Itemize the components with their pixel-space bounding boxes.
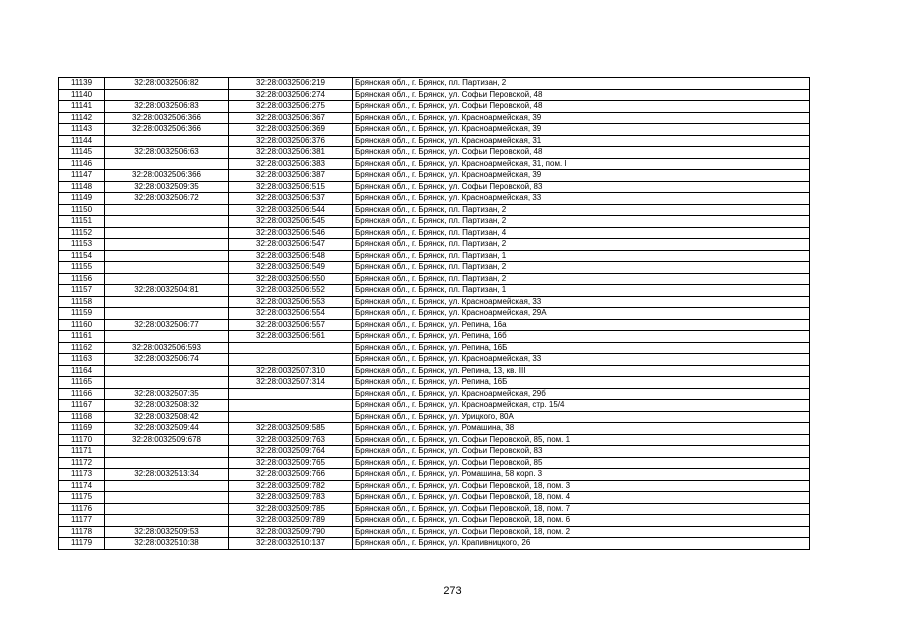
object-number-cell: 32:28:0032507:310 [229, 365, 353, 377]
address-cell: Брянская обл., г. Брянск, ул. Репина, 16Б [353, 342, 810, 354]
address-cell: Брянская обл., г. Брянск, пл. Партизан, 2 [353, 273, 810, 285]
row-number-cell: 11156 [59, 273, 105, 285]
address-cell: Брянская обл., г. Брянск, ул. Красноармейская, 33 [353, 296, 810, 308]
address-cell: Брянская обл., г. Брянск, ул. Ромашина, 38 [353, 423, 810, 435]
cadastral-number-cell [105, 135, 229, 147]
object-number-cell: 32:28:0032506:552 [229, 285, 353, 297]
address-cell: Брянская обл., г. Брянск, пл. Партизан, 1 [353, 285, 810, 297]
table-row [59, 193, 810, 205]
row-number-cell: 11157 [59, 285, 105, 297]
row-number-cell: 11166 [59, 388, 105, 400]
table-row [59, 147, 810, 159]
row-number-cell: 11155 [59, 262, 105, 274]
table-row [59, 446, 810, 458]
object-number-cell: 32:28:0032506:275 [229, 101, 353, 113]
address-cell: Брянская обл., г. Брянск, пл. Партизан, 2 [353, 239, 810, 251]
object-number-cell: 32:28:0032506:548 [229, 250, 353, 262]
table-row [59, 216, 810, 228]
object-number-cell: 32:28:0032509:765 [229, 457, 353, 469]
object-number-cell: 32:28:0032506:369 [229, 124, 353, 136]
cadastral-number-cell: 32:28:0032510:38 [105, 538, 229, 550]
cadastral-number-cell: 32:28:0032513:34 [105, 469, 229, 481]
cadastral-number-cell [105, 377, 229, 389]
table-row [59, 354, 810, 366]
row-number-cell: 11178 [59, 526, 105, 538]
cadastral-number-cell: 32:28:0032506:366 [105, 170, 229, 182]
object-number-cell: 32:28:0032506:387 [229, 170, 353, 182]
cadastral-number-cell [105, 331, 229, 343]
table-row [59, 342, 810, 354]
address-cell: Брянская обл., г. Брянск, ул. Урицкого, 80А [353, 411, 810, 423]
table-row [59, 388, 810, 400]
table-row [59, 204, 810, 216]
cadastral-number-cell [105, 446, 229, 458]
cadastral-number-cell: 32:28:0032508:42 [105, 411, 229, 423]
table-row [59, 411, 810, 423]
address-cell: Брянская обл., г. Брянск, пл. Партизан, 2 [353, 204, 810, 216]
cadastral-number-cell: 32:28:0032507:35 [105, 388, 229, 400]
address-cell: Брянская обл., г. Брянск, ул. Крапивницкого, 26 [353, 538, 810, 550]
cadastral-number-cell: 32:28:0032509:44 [105, 423, 229, 435]
cadastral-number-cell [105, 273, 229, 285]
cadastral-number-cell: 32:28:0032506:63 [105, 147, 229, 159]
table-row [59, 250, 810, 262]
cadastral-number-cell: 32:28:0032509:35 [105, 181, 229, 193]
address-cell: Брянская обл., г. Брянск, пл. Партизан, 4 [353, 227, 810, 239]
cadastral-number-cell: 32:28:0032506:593 [105, 342, 229, 354]
object-number-cell: 32:28:0032509:790 [229, 526, 353, 538]
table-row [59, 135, 810, 147]
cadastral-number-cell: 32:28:0032506:83 [105, 101, 229, 113]
object-number-cell: 32:28:0032506:561 [229, 331, 353, 343]
table-row [59, 158, 810, 170]
cadastral-number-cell [105, 204, 229, 216]
cadastral-number-cell [105, 89, 229, 101]
row-number-cell: 11148 [59, 181, 105, 193]
object-number-cell: 32:28:0032509:763 [229, 434, 353, 446]
cadastral-number-cell: 32:28:0032509:678 [105, 434, 229, 446]
row-number-cell: 11141 [59, 101, 105, 113]
table-row [59, 400, 810, 412]
table-row [59, 262, 810, 274]
row-number-cell: 11165 [59, 377, 105, 389]
cadastral-number-cell [105, 158, 229, 170]
table-row [59, 515, 810, 527]
row-number-cell: 11175 [59, 492, 105, 504]
table-row [59, 181, 810, 193]
row-number-cell: 11151 [59, 216, 105, 228]
address-cell: Брянская обл., г. Брянск, ул. Софьи Перовской, 18, пом. 2 [353, 526, 810, 538]
table-row [59, 331, 810, 343]
address-cell: Брянская обл., г. Брянск, ул. Красноармейская, 31 [353, 135, 810, 147]
address-cell: Брянская обл., г. Брянск, ул. Софьи Перовской, 48 [353, 101, 810, 113]
address-cell: Брянская обл., г. Брянск, пл. Партизан, 2 [353, 78, 810, 90]
cadastral-number-cell [105, 250, 229, 262]
object-number-cell [229, 400, 353, 412]
row-number-cell: 11170 [59, 434, 105, 446]
object-number-cell [229, 354, 353, 366]
row-number-cell: 11145 [59, 147, 105, 159]
row-number-cell: 11176 [59, 503, 105, 515]
object-number-cell: 32:28:0032506:537 [229, 193, 353, 205]
row-number-cell: 11140 [59, 89, 105, 101]
table-row [59, 526, 810, 538]
row-number-cell: 11168 [59, 411, 105, 423]
row-number-cell: 11158 [59, 296, 105, 308]
table-row [59, 101, 810, 113]
registry-table [58, 77, 810, 550]
object-number-cell: 32:28:0032506:367 [229, 112, 353, 124]
address-cell: Брянская обл., г. Брянск, ул. Красноармейская, 33 [353, 354, 810, 366]
cadastral-number-cell: 32:28:0032506:366 [105, 124, 229, 136]
table-row [59, 538, 810, 550]
address-cell: Брянская обл., г. Брянск, ул. Репина, 13, кв. III [353, 365, 810, 377]
object-number-cell: 32:28:0032506:274 [229, 89, 353, 101]
object-number-cell: 32:28:0032506:549 [229, 262, 353, 274]
cadastral-number-cell [105, 492, 229, 504]
table-row [59, 480, 810, 492]
row-number-cell: 11167 [59, 400, 105, 412]
row-number-cell: 11179 [59, 538, 105, 550]
address-cell: Брянская обл., г. Брянск, пл. Партизан, 2 [353, 216, 810, 228]
address-cell: Брянская обл., г. Брянск, ул. Софьи Перовской, 48 [353, 89, 810, 101]
address-cell: Брянская обл., г. Брянск, ул. Ромашина, 58 корп. 3 [353, 469, 810, 481]
row-number-cell: 11177 [59, 515, 105, 527]
address-cell: Брянская обл., г. Брянск, ул. Софьи Перовской, 48 [353, 147, 810, 159]
row-number-cell: 11164 [59, 365, 105, 377]
object-number-cell: 32:28:0032509:764 [229, 446, 353, 458]
object-number-cell: 32:28:0032509:782 [229, 480, 353, 492]
table-row [59, 285, 810, 297]
row-number-cell: 11139 [59, 78, 105, 90]
table-row [59, 78, 810, 90]
object-number-cell: 32:28:0032506:550 [229, 273, 353, 285]
cadastral-number-cell [105, 216, 229, 228]
row-number-cell: 11163 [59, 354, 105, 366]
row-number-cell: 11152 [59, 227, 105, 239]
address-cell: Брянская обл., г. Брянск, ул. Репина, 16б [353, 331, 810, 343]
object-number-cell: 32:28:0032509:789 [229, 515, 353, 527]
table-row [59, 423, 810, 435]
address-cell: Брянская обл., г. Брянск, ул. Красноармейская, 39 [353, 170, 810, 182]
row-number-cell: 11171 [59, 446, 105, 458]
address-cell: Брянская обл., г. Брянск, ул. Софьи Перовской, 83 [353, 181, 810, 193]
address-cell: Брянская обл., г. Брянск, ул. Софьи Перовской, 18, пом. 3 [353, 480, 810, 492]
cadastral-number-cell [105, 515, 229, 527]
address-cell: Брянская обл., г. Брянск, ул. Софьи Перовской, 18, пом. 4 [353, 492, 810, 504]
table-row [59, 492, 810, 504]
row-number-cell: 11169 [59, 423, 105, 435]
table-row [59, 469, 810, 481]
cadastral-number-cell [105, 227, 229, 239]
address-cell: Брянская обл., г. Брянск, ул. Софьи Перовской, 18, пом. 7 [353, 503, 810, 515]
object-number-cell: 32:28:0032506:545 [229, 216, 353, 228]
address-cell: Брянская обл., г. Брянск, ул. Репина, 16Б [353, 377, 810, 389]
table-row [59, 296, 810, 308]
object-number-cell: 32:28:0032507:314 [229, 377, 353, 389]
row-number-cell: 11154 [59, 250, 105, 262]
cadastral-number-cell: 32:28:0032506:82 [105, 78, 229, 90]
object-number-cell: 32:28:0032506:557 [229, 319, 353, 331]
cadastral-number-cell: 32:28:0032506:72 [105, 193, 229, 205]
row-number-cell: 11172 [59, 457, 105, 469]
object-number-cell: 32:28:0032506:547 [229, 239, 353, 251]
address-cell: Брянская обл., г. Брянск, ул. Репина, 16а [353, 319, 810, 331]
object-number-cell: 32:28:0032509:766 [229, 469, 353, 481]
address-cell: Брянская обл., г. Брянск, ул. Красноармейская, стр. 15/4 [353, 400, 810, 412]
table-row [59, 239, 810, 251]
table-row [59, 319, 810, 331]
address-cell: Брянская обл., г. Брянск, ул. Софьи Перовской, 85, пом. 1 [353, 434, 810, 446]
table-row [59, 434, 810, 446]
object-number-cell: 32:28:0032509:785 [229, 503, 353, 515]
object-number-cell: 32:28:0032506:515 [229, 181, 353, 193]
cadastral-number-cell: 32:28:0032506:74 [105, 354, 229, 366]
address-cell: Брянская обл., г. Брянск, ул. Софьи Перовской, 83 [353, 446, 810, 458]
table-row [59, 227, 810, 239]
address-cell: Брянская обл., г. Брянск, ул. Красноармейская, 31, пом. I [353, 158, 810, 170]
table-row [59, 273, 810, 285]
object-number-cell: 32:28:0032506:376 [229, 135, 353, 147]
table-row [59, 124, 810, 136]
table-row [59, 112, 810, 124]
object-number-cell: 32:28:0032506:219 [229, 78, 353, 90]
address-cell: Брянская обл., г. Брянск, ул. Красноармейская, 29б [353, 388, 810, 400]
object-number-cell: 32:28:0032509:783 [229, 492, 353, 504]
row-number-cell: 11161 [59, 331, 105, 343]
object-number-cell: 32:28:0032506:381 [229, 147, 353, 159]
object-number-cell [229, 388, 353, 400]
address-cell: Брянская обл., г. Брянск, пл. Партизан, 1 [353, 250, 810, 262]
table-row [59, 365, 810, 377]
address-cell: Брянская обл., г. Брянск, ул. Софьи Перовской, 85 [353, 457, 810, 469]
address-cell: Брянская обл., г. Брянск, ул. Красноармейская, 39 [353, 112, 810, 124]
object-number-cell: 32:28:0032506:383 [229, 158, 353, 170]
row-number-cell: 11150 [59, 204, 105, 216]
address-cell: Брянская обл., г. Брянск, ул. Софьи Перовской, 18, пом. 6 [353, 515, 810, 527]
row-number-cell: 11162 [59, 342, 105, 354]
object-number-cell: 32:28:0032506:554 [229, 308, 353, 320]
row-number-cell: 11143 [59, 124, 105, 136]
registry-table-body [59, 78, 810, 550]
table-row [59, 170, 810, 182]
address-cell: Брянская обл., г. Брянск, ул. Красноармейская, 29А [353, 308, 810, 320]
row-number-cell: 11144 [59, 135, 105, 147]
table-row [59, 308, 810, 320]
cadastral-number-cell: 32:28:0032506:77 [105, 319, 229, 331]
cadastral-number-cell: 32:28:0032509:53 [105, 526, 229, 538]
cadastral-number-cell [105, 457, 229, 469]
row-number-cell: 11153 [59, 239, 105, 251]
row-number-cell: 11159 [59, 308, 105, 320]
address-cell: Брянская обл., г. Брянск, ул. Красноармейская, 33 [353, 193, 810, 205]
object-number-cell: 32:28:0032506:546 [229, 227, 353, 239]
cadastral-number-cell [105, 480, 229, 492]
row-number-cell: 11174 [59, 480, 105, 492]
table-row [59, 503, 810, 515]
object-number-cell [229, 342, 353, 354]
row-number-cell: 11149 [59, 193, 105, 205]
cadastral-number-cell: 32:28:0032504:81 [105, 285, 229, 297]
address-cell: Брянская обл., г. Брянск, пл. Партизан, 2 [353, 262, 810, 274]
row-number-cell: 11142 [59, 112, 105, 124]
object-number-cell: 32:28:0032506:544 [229, 204, 353, 216]
row-number-cell: 11160 [59, 319, 105, 331]
row-number-cell: 11146 [59, 158, 105, 170]
cadastral-number-cell [105, 262, 229, 274]
cadastral-number-cell: 32:28:0032508:32 [105, 400, 229, 412]
cadastral-number-cell [105, 239, 229, 251]
cadastral-number-cell [105, 296, 229, 308]
object-number-cell: 32:28:0032506:553 [229, 296, 353, 308]
table-row [59, 89, 810, 101]
object-number-cell: 32:28:0032509:585 [229, 423, 353, 435]
cadastral-number-cell [105, 308, 229, 320]
cadastral-number-cell: 32:28:0032506:366 [105, 112, 229, 124]
object-number-cell [229, 411, 353, 423]
table-row [59, 457, 810, 469]
row-number-cell: 11147 [59, 170, 105, 182]
object-number-cell: 32:28:0032510:137 [229, 538, 353, 550]
table-row [59, 377, 810, 389]
cadastral-number-cell [105, 503, 229, 515]
address-cell: Брянская обл., г. Брянск, ул. Красноармейская, 39 [353, 124, 810, 136]
page-number: 273 [443, 585, 462, 597]
row-number-cell: 11173 [59, 469, 105, 481]
cadastral-number-cell [105, 365, 229, 377]
